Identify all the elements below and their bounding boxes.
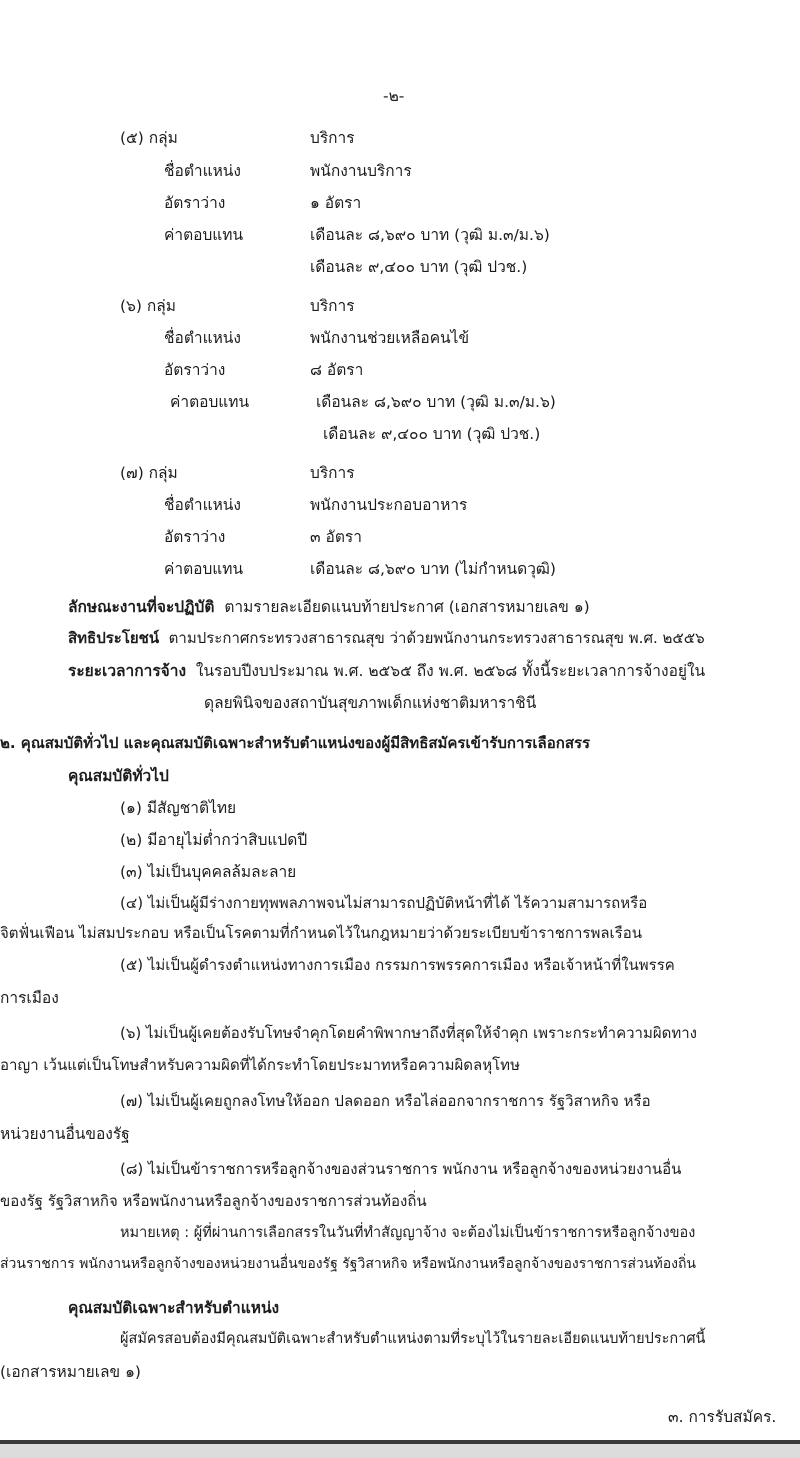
qualification-continuation: การเมือง (0, 989, 59, 1007)
qualification-continuation: อาญา เว้นแต่เป็นโทษสำหรับความผิดที่ได้กระทำโดยประมาทหรือความผิดลหุโทษ (0, 1056, 520, 1074)
qualification-item: (๑) มีสัญชาติไทย (120, 799, 237, 817)
pay-line: เดือนละ ๘,๖๙๐ บาท (ไม่กำหนดวุฒิ) (310, 560, 556, 578)
pay-line: เดือนละ ๘,๖๙๐ บาท (วุฒิ ม.๓/ม.๖) (316, 393, 556, 411)
qualification-continuation: จิตฟั่นเฟือน ไม่สมประกอบ หรือเป็นโรคตามที่กำหนดไว้ในกฎหมายว่าด้วยระเบียบข้าราชการพลเรือน (0, 924, 642, 942)
qualification-item: (๘) ไม่เป็นข้าราชการหรือลูกจ้างของส่วนราชการ พนักงาน หรือลูกจ้างของหน่วยงานอื่น (120, 1160, 682, 1178)
general-qualifications-title: คุณสมบัติทั่วไป (68, 767, 169, 785)
group-index: (๖) กลุ่ม (120, 297, 176, 315)
qualification-item: (๖) ไม่เป็นผู้เคยต้องรับโทษจำคุกโดยคำพิพากษาถึงที่สุดให้จำคุก เพราะกระทำความผิดทาง (120, 1024, 698, 1042)
benefits-label: สิทธิประโยชน์ (68, 629, 160, 647)
position-label: ชื่อตำแหน่ง (164, 329, 241, 347)
work-nature-text: ตามรายละเอียดแนบท้ายประกาศ (เอกสารหมายเลข ๑) (224, 598, 590, 616)
position-name: พนักงานช่วยเหลือคนไข้ (310, 329, 470, 347)
group-index: (๗) กลุ่ม (120, 464, 178, 482)
note-continuation: ส่วนราชการ พนักงานหรือลูกจ้างของหน่วยงานอื่นของรัฐ รัฐวิสาหกิจ หรือพนักงานหรือลูกจ้างของราชการส่วนท้องถิ่น (0, 1256, 696, 1272)
group-name: บริการ (310, 464, 355, 482)
next-page-reference: ๓. การรับสมัคร. (668, 1408, 777, 1426)
bottom-shade (0, 1444, 800, 1458)
specific-qualifications-text: ผู้สมัครสอบต้องมีคุณสมบัติเฉพาะสำหรับตำแหน่งตามที่ระบุไว้ในรายละเอียดแนบท้ายประกาศนี้ (120, 1331, 706, 1347)
group-name: บริการ (310, 129, 355, 147)
vacancy-count: ๓ อัตรา (310, 528, 362, 546)
pay-label: ค่าตอบแทน (170, 393, 250, 411)
benefits-text: ตามประกาศกระทรวงสาธารณสุข ว่าด้วยพนักงานกระทรวงสาธารณสุข พ.ศ. ๒๕๕๖ (168, 629, 705, 647)
vacancy-count: ๘ อัตรา (310, 361, 364, 379)
qualification-item: (๒) มีอายุไม่ต่ำกว่าสิบแปดปี (120, 831, 308, 849)
qualification-continuation: ของรัฐ รัฐวิสาหกิจ หรือพนักงานหรือลูกจ้างของราชการส่วนท้องถิ่น (0, 1192, 427, 1210)
qualification-item: (๔) ไม่เป็นผู้มีร่างกายทุพพลภาพจนไม่สามารถปฏิบัติหน้าที่ได้ ไร้ความสามารถหรือ (120, 894, 648, 912)
pay-label: ค่าตอบแทน (164, 226, 244, 244)
section-2-title: ๒. คุณสมบัติทั่วไป และคุณสมบัติเฉพาะสำหรับตำแหน่งของผู้มีสิทธิสมัครเข้ารับการเลือกสรร (0, 734, 591, 752)
specific-qualifications-title: คุณสมบัติเฉพาะสำหรับตำแหน่ง (68, 1299, 280, 1317)
vacancy-label: อัตราว่าง (164, 194, 226, 212)
position-name: พนักงานประกอบอาหาร (310, 496, 468, 514)
qualification-continuation: หน่วยงานอื่นของรัฐ (0, 1125, 130, 1143)
benefits (68, 626, 705, 650)
specific-qualifications-continuation: (เอกสารหมายเลข ๑) (0, 1363, 141, 1381)
position-label: ชื่อตำแหน่ง (164, 162, 241, 180)
position-label: ชื่อตำแหน่ง (164, 496, 241, 514)
vacancy-count: ๑ อัตรา (310, 194, 362, 212)
period-text: ในรอบปีงบประมาณ พ.ศ. ๒๕๖๕ ถึง พ.ศ. ๒๕๖๘ ทั้งนี้ระยะเวลาการจ้างอยู่ใน (195, 662, 706, 680)
page-number: -๒- (383, 87, 405, 105)
qualification-item: (๕) ไม่เป็นผู้ดำรงตำแหน่งทางการเมือง กรรมการพรรคการเมือง หรือเจ้าหน้าที่ในพรรค (120, 956, 675, 974)
work-nature (68, 594, 590, 619)
qualification-item: (๗) ไม่เป็นผู้เคยถูกลงโทษให้ออก ปลดออก หรือไล่ออกจากราชการ รัฐวิสาหกิจ หรือ (120, 1092, 651, 1110)
vacancy-label: อัตราว่าง (164, 528, 226, 546)
group-name: บริการ (310, 297, 355, 315)
note: หมายเหตุ : ผู้ที่ผ่านการเลือกสรรในวันที่ทำสัญญาจ้าง จะต้องไม่เป็นข้าราชการหรือลูกจ้างของ (120, 1225, 696, 1241)
pay-label: ค่าตอบแทน (164, 560, 244, 578)
pay-line: เดือนละ ๙,๔๐๐ บาท (วุฒิ ปวช.) (323, 425, 541, 443)
position-name: พนักงานบริการ (310, 162, 412, 180)
employment-period (68, 658, 705, 683)
work-nature-label: ลักษณะงานที่จะปฏิบัติ (68, 598, 215, 616)
period-label: ระยะเวลาการจ้าง (68, 662, 187, 680)
period-continuation: ดุลยพินิจของสถาบันสุขภาพเด็กแห่งชาติมหาราชินี (204, 694, 537, 712)
vacancy-label: อัตราว่าง (164, 361, 226, 379)
qualification-item: (๓) ไม่เป็นบุคคลล้มละลาย (120, 863, 297, 881)
pay-line: เดือนละ ๙,๔๐๐ บาท (วุฒิ ปวช.) (310, 258, 528, 276)
group-index: (๕) กลุ่ม (120, 129, 178, 147)
pay-line: เดือนละ ๘,๖๙๐ บาท (วุฒิ ม.๓/ม.๖) (310, 226, 550, 244)
